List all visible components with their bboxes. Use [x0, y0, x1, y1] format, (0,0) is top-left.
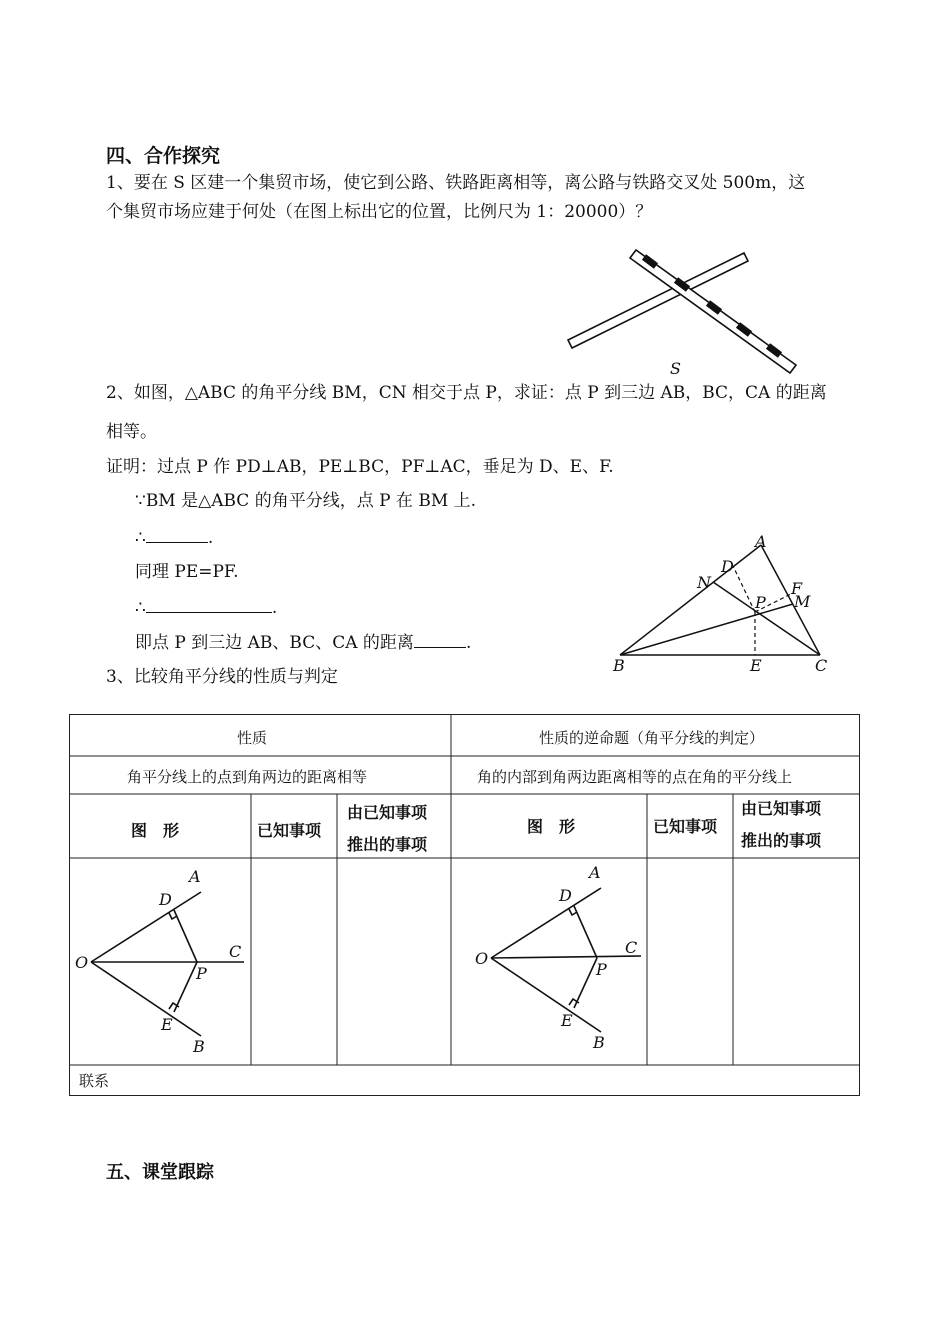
- answer-blank-2[interactable]: [146, 594, 272, 613]
- proof-line-1: 证明：过点 P 作 PD⊥AB，PE⊥BC，PF⊥AC，垂足为 D、E、F.: [106, 457, 614, 477]
- col-derived-left-2: 推出的事项: [347, 835, 428, 854]
- angle-figure-right: [469, 858, 647, 1058]
- therefore-symbol-2: ∴: [135, 598, 146, 618]
- question-1-line-1: 1、要在 S 区建一个集贸市场，使它到公路、铁路距离相等，离公路与铁路交叉处 500m，这: [106, 173, 806, 193]
- header-converse: 性质的逆命题（角平分线的判定）: [539, 729, 765, 747]
- col-known-left: 已知事项: [257, 821, 322, 840]
- label-e: E: [750, 656, 762, 675]
- label-a: A: [755, 532, 767, 551]
- proof-line-5: ∴ .: [135, 594, 277, 622]
- bisector-bm: [620, 604, 793, 655]
- col-figure-right: 图 形: [527, 817, 576, 836]
- label-o-right: O: [475, 949, 489, 968]
- col-derived-right-2: 推出的事项: [741, 831, 822, 850]
- col-known-right: 已知事项: [653, 817, 718, 836]
- question-3: 3、比较角平分线的性质与判定: [106, 667, 338, 687]
- triangle-figure: [605, 530, 845, 680]
- question-2-line-1: 2、如图，△ABC 的角平分线 BM，CN 相交于点 P，求证：点 P 到三边 AB，BC，CA 的距离: [106, 383, 827, 403]
- proof-line-4: 同理 PE=PF.: [135, 562, 239, 582]
- col-derived-left-1: 由已知事项: [347, 803, 428, 822]
- label-d-left: D: [159, 890, 172, 909]
- label-c-right: C: [625, 938, 638, 957]
- header-property: 性质: [237, 729, 268, 747]
- statement-property: 角平分线上的点到角两边的距离相等: [127, 768, 368, 786]
- label-a-left: A: [189, 867, 201, 886]
- label-b: B: [613, 656, 625, 675]
- label-p-left: P: [196, 964, 207, 983]
- label-d-right: D: [559, 886, 572, 905]
- proof-line-6: 即点 P 到三边 AB、BC、CA 的距离 .: [135, 629, 471, 657]
- col-figure-left: 图 形: [131, 821, 180, 840]
- answer-blank-1[interactable]: [146, 524, 208, 543]
- proof-conclusion-text: 即点 P 到三边 AB、BC、CA 的距离: [135, 633, 414, 653]
- section-title-4: 四、合作探究: [106, 145, 221, 167]
- comparison-table: [69, 714, 859, 1096]
- label-c: C: [815, 656, 828, 675]
- perpendicular-pd: [733, 566, 755, 612]
- label-m: M: [794, 592, 811, 611]
- statement-converse: 角的内部到角两边距离相等的点在角的平分线上: [477, 768, 793, 786]
- label-d: D: [721, 557, 734, 576]
- therefore-symbol: ∴: [135, 528, 146, 548]
- angle-figure-left: [69, 860, 249, 1060]
- question-2-line-2: 相等。: [106, 422, 157, 442]
- side-ac: [761, 545, 820, 655]
- label-o-left: O: [75, 953, 89, 972]
- footer-link: 联系: [79, 1072, 110, 1090]
- section-title-5: 五、课堂跟踪: [106, 1162, 214, 1183]
- label-b-left: B: [193, 1037, 205, 1056]
- col-derived-right-1: 由已知事项: [741, 799, 822, 818]
- label-e-left: E: [161, 1015, 173, 1034]
- label-p-right: P: [596, 960, 607, 979]
- label-a-right: A: [589, 863, 601, 882]
- answer-blank-3[interactable]: [414, 629, 466, 648]
- label-p: P: [755, 593, 766, 612]
- question-1-line-2: 个集贸市场应建于何处（在图上标出它的位置，比例尺为 1：20000）？: [106, 202, 653, 222]
- label-b-right: B: [593, 1033, 605, 1052]
- proof-line-2: ∵BM 是△ABC 的角平分线，点 P 在 BM 上.: [135, 491, 477, 511]
- road-railway-figure: [560, 240, 810, 380]
- proof-line-3: ∴ .: [135, 524, 213, 552]
- label-e-right: E: [561, 1011, 573, 1030]
- label-c-left: C: [229, 942, 242, 961]
- label-n: N: [697, 573, 711, 592]
- label-f: F: [791, 579, 803, 598]
- label-s: S: [670, 359, 681, 378]
